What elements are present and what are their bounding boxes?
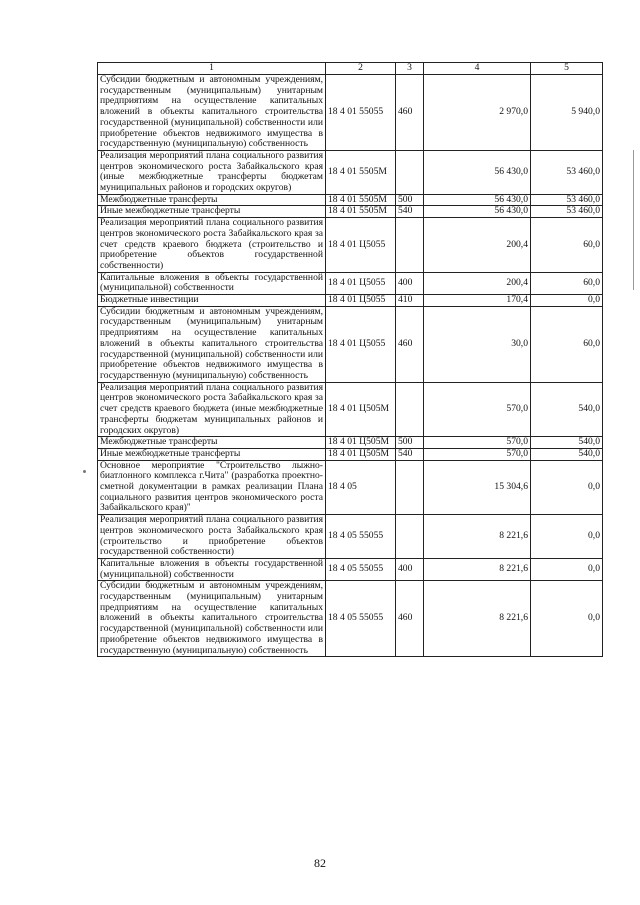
row-vr: 410 <box>396 295 424 307</box>
column-header-sum-year-2: 5 <box>531 63 603 75</box>
row-sum-year-1: 56 430,0 <box>424 194 531 206</box>
table-row <box>98 382 603 437</box>
table-row <box>98 437 603 449</box>
row-sum-year-2: 0,0 <box>531 295 603 307</box>
row-vr <box>396 382 424 437</box>
row-vr: 400 <box>396 272 424 294</box>
row-name: Реализация мероприятий плана социального развития центров экономического роста Забайкальского края за счет средств краевого бюджета (иные межбюджетные трансферты бюджетам муниципальных районов и городских округов) <box>98 382 326 437</box>
row-name: Реализация мероприятий плана социального развития центров экономического роста Забайкальского края за счет средств краевого бюджета (строительство и приобретение объектов государственной собственности) <box>98 218 326 273</box>
row-name: Бюджетные инвестиции <box>98 295 326 307</box>
table-row <box>98 206 603 218</box>
page-number: 82 <box>314 856 326 870</box>
table-row <box>98 295 603 307</box>
row-code: 18 4 01 Ц5055 <box>326 218 396 273</box>
row-sum-year-1: 570,0 <box>424 382 531 437</box>
table-row <box>98 558 603 580</box>
row-vr: 500 <box>396 437 424 449</box>
table-row <box>98 306 603 382</box>
row-code: 18 4 05 55055 <box>326 515 396 559</box>
row-code: 18 4 01 5505М <box>326 150 396 194</box>
table-row <box>98 460 603 515</box>
row-code: 18 4 01 Ц5055 <box>326 295 396 307</box>
row-vr: 460 <box>396 75 424 151</box>
row-code: 18 4 01 55055 <box>326 75 396 151</box>
row-vr: 400 <box>396 558 424 580</box>
row-sum-year-2: 540,0 <box>531 437 603 449</box>
row-code: 18 4 01 Ц5055 <box>326 306 396 382</box>
row-name: Субсидии бюджетным и автономным учреждениям, государственным (муниципальным) унитарным предприятиям на осуществление капитальных вложений в объекты капитального строительства государственной (муниципальной) собственности или приобретение объектов недвижимого имущества в государственную (муниципальную) собственность <box>98 306 326 382</box>
row-sum-year-1: 8 221,6 <box>424 515 531 559</box>
row-sum-year-1: 2 970,0 <box>424 75 531 151</box>
table-row <box>98 581 603 657</box>
row-sum-year-2: 5 940,0 <box>531 75 603 151</box>
row-sum-year-1: 570,0 <box>424 437 531 449</box>
row-vr: 460 <box>396 306 424 382</box>
row-sum-year-1: 30,0 <box>424 306 531 382</box>
row-sum-year-2: 0,0 <box>531 460 603 515</box>
row-code: 18 4 01 Ц505М <box>326 448 396 460</box>
row-vr <box>396 218 424 273</box>
row-sum-year-2: 0,0 <box>531 581 603 657</box>
row-name: Капитальные вложения в объекты государственной (муниципальной) собственности <box>98 558 326 580</box>
row-sum-year-1: 570,0 <box>424 448 531 460</box>
row-code: 18 4 05 <box>326 460 396 515</box>
row-sum-year-2: 53 460,0 <box>531 150 603 194</box>
row-name: Реализация мероприятий плана социального развития центров экономического роста Забайкальского края (иные межбюджетные трансферты бюджетам муниципальных районов и городских округов) <box>98 150 326 194</box>
row-sum-year-2: 540,0 <box>531 382 603 437</box>
row-code: 18 4 01 Ц505М <box>326 437 396 449</box>
row-vr <box>396 150 424 194</box>
row-code: 18 4 01 Ц5055 <box>326 272 396 294</box>
row-vr <box>396 460 424 515</box>
row-sum-year-2: 53 460,0 <box>531 194 603 206</box>
row-vr: 500 <box>396 194 424 206</box>
row-name: Иные межбюджетные трансферты <box>98 206 326 218</box>
table-row <box>98 194 603 206</box>
row-vr <box>396 515 424 559</box>
table-row <box>98 272 603 294</box>
table-row <box>98 218 603 273</box>
row-sum-year-2: 53 460,0 <box>531 206 603 218</box>
column-header-code: 2 <box>326 63 396 75</box>
scan-speck <box>83 470 86 473</box>
table-header-row <box>98 63 603 75</box>
column-header-sum-year-1: 4 <box>424 63 531 75</box>
table-row <box>98 515 603 559</box>
row-name: Реализация мероприятий плана социального развития центров экономического роста Забайкальского края (строительство и приобретение объектов государственной собственности) <box>98 515 326 559</box>
scan-edge-line <box>633 150 634 290</box>
row-sum-year-2: 0,0 <box>531 558 603 580</box>
row-vr: 540 <box>396 448 424 460</box>
row-sum-year-1: 15 304,6 <box>424 460 531 515</box>
row-sum-year-1: 8 221,6 <box>424 558 531 580</box>
row-name: Основное мероприятие "Строительство лыжно-биатлонного комплекса г.Чита" (разработка проектно-сметной документации в рамках реализации Плана социального развития центров экономического роста Забайкальского края)" <box>98 460 326 515</box>
row-code: 18 4 05 55055 <box>326 558 396 580</box>
row-name: Межбюджетные трансферты <box>98 194 326 206</box>
row-vr: 460 <box>396 581 424 657</box>
row-sum-year-1: 200,4 <box>424 218 531 273</box>
table-row <box>98 448 603 460</box>
row-name: Субсидии бюджетным и автономным учреждениям, государственным (муниципальным) унитарным предприятиям на осуществление капитальных вложений в объекты капитального строительства государственной (муниципальной) собственности или приобретение объектов недвижимого имущества в государственную (муниципальную) собственность <box>98 75 326 151</box>
row-sum-year-2: 0,0 <box>531 515 603 559</box>
row-sum-year-1: 200,4 <box>424 272 531 294</box>
row-sum-year-1: 56 430,0 <box>424 150 531 194</box>
row-code: 18 4 01 5505М <box>326 194 396 206</box>
table-row <box>98 75 603 151</box>
row-sum-year-2: 60,0 <box>531 272 603 294</box>
row-name: Межбюджетные трансферты <box>98 437 326 449</box>
table-row <box>98 150 603 194</box>
row-name: Иные межбюджетные трансферты <box>98 448 326 460</box>
row-code: 18 4 01 5505М <box>326 206 396 218</box>
column-header-vr: 3 <box>396 63 424 75</box>
row-sum-year-1: 8 221,6 <box>424 581 531 657</box>
budget-table <box>97 62 603 657</box>
row-code: 18 4 05 55055 <box>326 581 396 657</box>
row-name: Субсидии бюджетным и автономным учреждениям, государственным (муниципальным) унитарным предприятиям на осуществление капитальных вложений в объекты капитального строительства государственной (муниципальной) собственности или приобретение объектов недвижимого имущества в государственную (муниципальную) собственность <box>98 581 326 657</box>
row-sum-year-1: 56 430,0 <box>424 206 531 218</box>
row-sum-year-2: 60,0 <box>531 306 603 382</box>
row-sum-year-2: 540,0 <box>531 448 603 460</box>
row-sum-year-1: 170,4 <box>424 295 531 307</box>
row-sum-year-2: 60,0 <box>531 218 603 273</box>
row-code: 18 4 01 Ц505М <box>326 382 396 437</box>
row-vr: 540 <box>396 206 424 218</box>
column-header-name: 1 <box>98 63 326 75</box>
row-name: Капитальные вложения в объекты государственной (муниципальной) собственности <box>98 272 326 294</box>
